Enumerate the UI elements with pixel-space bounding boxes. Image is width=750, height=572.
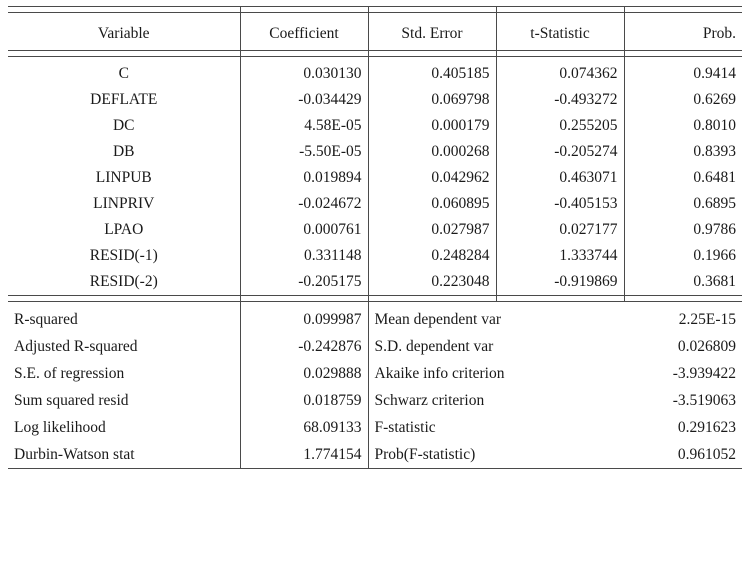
- cell-coefficient: 0.000761: [240, 217, 368, 243]
- header-coefficient: Coefficient: [240, 18, 368, 51]
- cell-variable: RESID(-2): [8, 269, 240, 295]
- table-header-row: [8, 18, 742, 51]
- stat-value-right: 0.291623: [677, 418, 736, 436]
- cell-variable: DEFLATE: [8, 87, 240, 113]
- cell-t-statistic: 0.463071: [496, 165, 624, 191]
- stat-label-left: Log likelihood: [8, 414, 240, 441]
- table-row: [8, 217, 742, 243]
- cell-t-statistic: 1.333744: [496, 243, 624, 269]
- cell-std-error: 0.069798: [368, 87, 496, 113]
- table-row: [8, 165, 742, 191]
- cell-variable: LPAO: [8, 217, 240, 243]
- regression-results-table: [8, 6, 742, 469]
- stat-value-right: 0.961052: [624, 441, 742, 468]
- cell-prob: 0.1966: [693, 247, 736, 265]
- table-row: [8, 191, 742, 217]
- table-row: [8, 139, 742, 165]
- stat-value-right: 0.026809: [677, 337, 736, 355]
- stat-label-right: F-statistic: [374, 418, 436, 436]
- cell-std-error: 0.223048: [368, 269, 496, 295]
- table-row: [8, 113, 742, 139]
- cell-coefficient: -0.034429: [240, 87, 368, 113]
- cell-variable: RESID(-1): [8, 243, 240, 269]
- cell-variable: DC: [8, 113, 240, 139]
- stat-label-left: Sum squared resid: [8, 387, 240, 414]
- stat-label-right: Schwarz criterion: [374, 391, 485, 409]
- stat-value-right: -3.939422: [672, 364, 736, 382]
- cell-coefficient: -5.50E-05: [240, 139, 368, 165]
- cell-coefficient: 4.58E-05: [240, 113, 368, 139]
- stat-value-left: 68.09133: [240, 414, 368, 441]
- cell-t-statistic: -0.205274: [496, 139, 624, 165]
- stat-label-left: Adjusted R-squared: [8, 333, 240, 360]
- header-t-statistic: t-Statistic: [496, 18, 624, 51]
- cell-std-error: 0.248284: [368, 243, 496, 269]
- stat-value-left: 0.018759: [240, 387, 368, 414]
- table-row: [8, 269, 742, 295]
- cell-std-error: 0.405185: [368, 61, 496, 87]
- header-prob: Prob.: [702, 24, 736, 42]
- stat-row: [8, 387, 742, 414]
- cell-variable: LINPUB: [8, 165, 240, 191]
- cell-prob: 0.9786: [693, 221, 736, 239]
- cell-variable: LINPRIV: [8, 191, 240, 217]
- cell-t-statistic: -0.405153: [496, 191, 624, 217]
- cell-coefficient: -0.205175: [240, 269, 368, 295]
- cell-prob: 0.6895: [693, 195, 736, 213]
- cell-coefficient: 0.331148: [240, 243, 368, 269]
- cell-std-error: 0.042962: [368, 165, 496, 191]
- cell-std-error: 0.027987: [368, 217, 496, 243]
- cell-prob: 0.8393: [693, 143, 736, 161]
- cell-std-error: 0.060895: [368, 191, 496, 217]
- stat-row: [8, 333, 742, 360]
- cell-t-statistic: 0.074362: [496, 61, 624, 87]
- cell-prob: 0.8010: [693, 117, 736, 135]
- stat-value-left: -0.242876: [240, 333, 368, 360]
- stat-label-left: R-squared: [8, 306, 240, 333]
- stat-value-right: -3.519063: [672, 391, 736, 409]
- stat-row: [8, 306, 742, 333]
- cell-std-error: 0.000268: [368, 139, 496, 165]
- cell-variable: DB: [8, 139, 240, 165]
- stat-label-left: S.E. of regression: [8, 360, 240, 387]
- table-row: [8, 243, 742, 269]
- cell-t-statistic: 0.255205: [496, 113, 624, 139]
- header-std-error: Std. Error: [368, 18, 496, 51]
- cell-prob: 0.3681: [693, 273, 736, 291]
- stat-value-left: 1.774154: [240, 441, 368, 468]
- cell-t-statistic: -0.919869: [496, 269, 624, 295]
- stat-label-right: S.D. dependent var: [374, 337, 494, 355]
- stat-label-right: Prob(F-statistic): [368, 441, 624, 468]
- cell-prob: 0.6269: [693, 91, 736, 109]
- stat-row: [8, 441, 742, 468]
- cell-coefficient: -0.024672: [240, 191, 368, 217]
- table-row: [8, 61, 742, 87]
- stat-label-right: Mean dependent var: [374, 310, 502, 328]
- stat-row: [8, 360, 742, 387]
- stat-label-right: Akaike info criterion: [374, 364, 505, 382]
- cell-std-error: 0.000179: [368, 113, 496, 139]
- cell-coefficient: 0.030130: [240, 61, 368, 87]
- cell-variable: C: [8, 61, 240, 87]
- stat-value-left: 0.029888: [240, 360, 368, 387]
- cell-coefficient: 0.019894: [240, 165, 368, 191]
- table-row: [8, 87, 742, 113]
- cell-t-statistic: 0.027177: [496, 217, 624, 243]
- stat-label-left: Durbin-Watson stat: [8, 441, 240, 468]
- stat-value-left: 0.099987: [240, 306, 368, 333]
- stat-value-right: 2.25E-15: [678, 310, 736, 328]
- cell-prob: 0.6481: [693, 169, 736, 187]
- stat-row: [8, 414, 742, 441]
- header-variable: Variable: [8, 18, 240, 51]
- cell-prob: 0.9414: [693, 65, 736, 83]
- cell-t-statistic: -0.493272: [496, 87, 624, 113]
